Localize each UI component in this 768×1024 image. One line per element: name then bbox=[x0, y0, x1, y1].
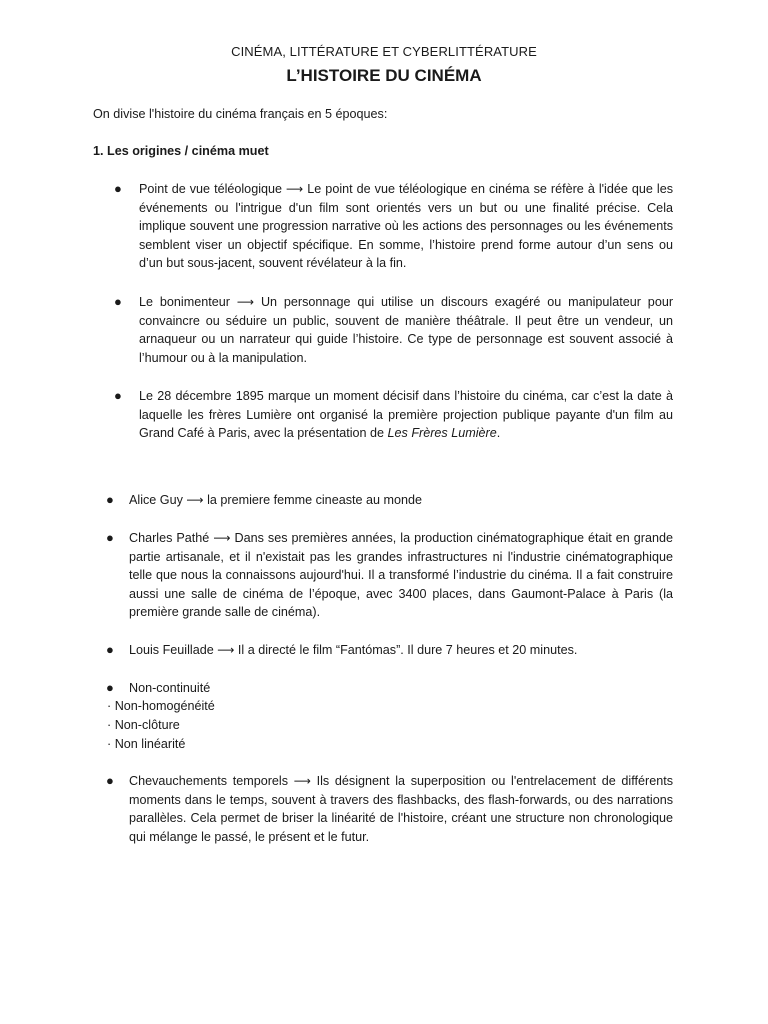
item-text: Non-continuité bbox=[129, 681, 211, 695]
list-item bbox=[114, 180, 674, 273]
sub-list-item: · Non linéarité bbox=[107, 737, 186, 751]
arrow-icon: ⟶ bbox=[236, 295, 255, 309]
item-text: Le point de vue téléologique en cinéma se réfère à l'idée que les événements ou l'intrigue d'un film sont orientés vers un but ou une finalité précise. Cela implique souvent une progression narrative où les actions des personnages ou les événements semblent viser un objectif spécifique. En somme, l’histoire prend forme autour d’un sens ou d’un but sous-jacent, souvent révélateur à la fin. bbox=[139, 182, 674, 271]
item-term: Chevauchements temporels bbox=[129, 774, 288, 788]
item-term: Alice Guy bbox=[129, 493, 183, 507]
list-item bbox=[106, 529, 674, 622]
list-item bbox=[106, 491, 673, 510]
sub-list-item: · Non-homogénéité bbox=[107, 699, 215, 713]
item-text: Le 28 décembre 1895 marque un moment décisif dans l’histoire du cinéma, car c’est la date à laquelle les frères Lumière ont organisé la première projection publique payante d'un film au Grand Café à Paris, avec la présentation de bbox=[139, 389, 673, 441]
item-text: Un personnage qui utilise un discours exagéré ou manipulateur pour convaincre ou séduire un public, souvent de manière théâtrale. Il peut être un vendeur, un arnaqueur ou un narrateur qui guide l’histoire. Ce type de personnage est souvent associé à l’humour ou à la manipulation. bbox=[139, 295, 674, 365]
item-term: Charles Pathé bbox=[129, 531, 210, 545]
item-term: Louis Feuillade bbox=[129, 643, 214, 657]
bullet-icon: ● bbox=[106, 530, 114, 545]
document-supertitle: CINÉMA, LITTÉRATURE ET CYBERLITTÉRATURE bbox=[231, 44, 537, 59]
list-item bbox=[106, 679, 673, 698]
item-text: Il a directé le film “Fantómas”. Il dure 7 heures et 20 minutes. bbox=[237, 643, 578, 657]
section-title: 1. Les origines / cinéma muet bbox=[93, 144, 269, 158]
list-item bbox=[106, 772, 674, 846]
arrow-icon: ⟶ bbox=[286, 182, 304, 196]
item-term: Le bonimenteur bbox=[139, 295, 230, 309]
bullet-icon: ● bbox=[106, 642, 114, 657]
film-title: Les Frères Lumière bbox=[387, 426, 497, 441]
intro-paragraph: On divise l'histoire du cinéma français en 5 époques: bbox=[93, 107, 388, 121]
item-text-end: . bbox=[496, 426, 501, 441]
arrow-icon: ⟶ bbox=[213, 531, 231, 545]
list-item bbox=[114, 293, 674, 367]
bullet-icon: ● bbox=[114, 294, 122, 309]
arrow-icon: ⟶ bbox=[186, 493, 204, 507]
item-term: Point de vue téléologique bbox=[139, 182, 283, 196]
list-item bbox=[114, 387, 673, 443]
bullet-icon: ● bbox=[106, 492, 114, 507]
item-text: Dans ses premières années, la production cinématographique était en grande partie artisanale, et il n'existait pas les grandes infrastructures ni l'industrie cinématographique telle que nous la connaissons aujourd'hui. Il a transformé l’industrie du cinéma. Il a fait construire aussi une salle de cinéma de l’époque, avec 3400 places, dans Gaumont-Palace à Paris (la première grande salle de cinéma). bbox=[129, 531, 674, 620]
list-item bbox=[106, 641, 673, 660]
item-text: la premiere femme cineaste au monde bbox=[207, 493, 423, 507]
sub-list-item: · Non-clôture bbox=[107, 718, 180, 732]
bullet-icon: ● bbox=[106, 773, 114, 788]
item-text: Ils désignent la superposition ou l'entrelacement de différents moments dans le temps, souvent à travers des flashbacks, des flash-forwards, ou des narrations parallèles. Cela permet de briser la linéarité de l'histoire, créant une structure non chronologique qui mélange le passé, le présent et le futur. bbox=[129, 774, 674, 844]
document-title: L’HISTOIRE DU CINÉMA bbox=[286, 66, 482, 85]
bullet-icon: ● bbox=[106, 680, 114, 695]
arrow-icon: ⟶ bbox=[293, 774, 311, 788]
bullet-icon: ● bbox=[114, 181, 122, 196]
bullet-icon: ● bbox=[114, 388, 122, 403]
arrow-icon: ⟶ bbox=[217, 643, 235, 657]
